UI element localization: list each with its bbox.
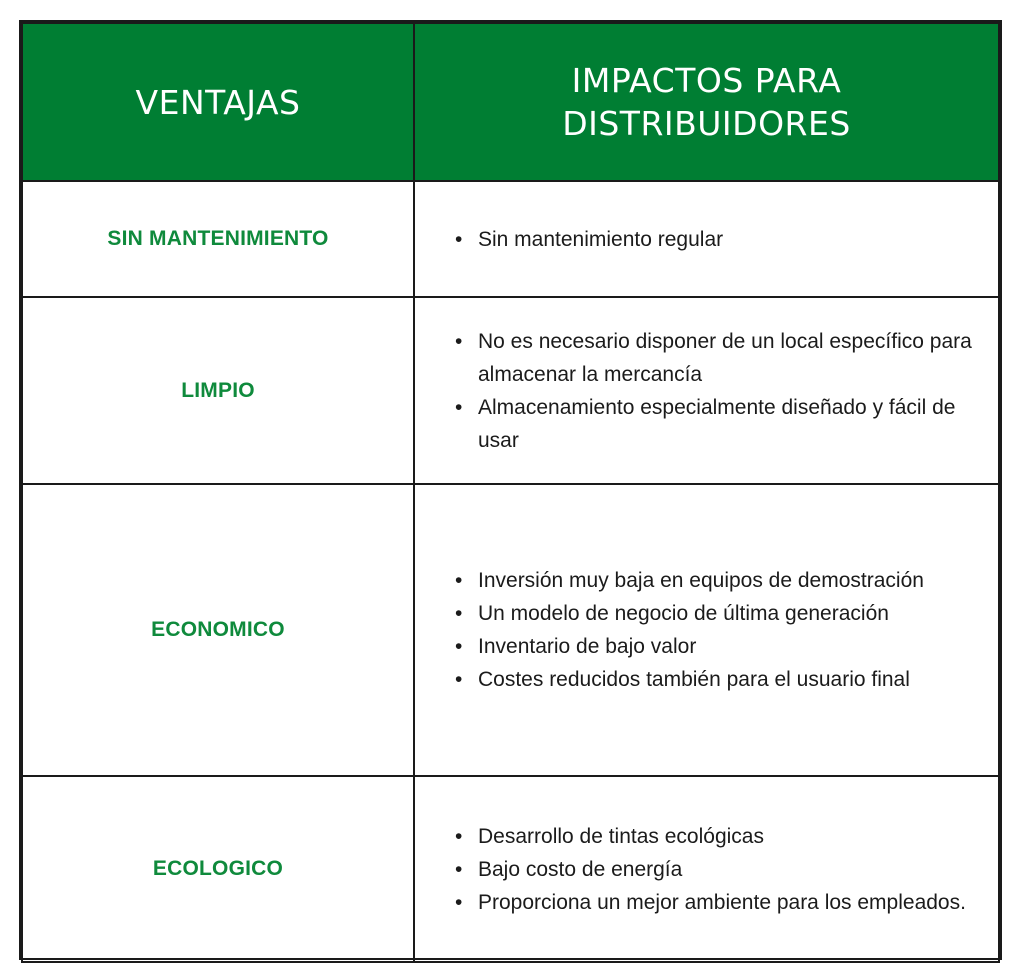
table-row: [22, 181, 999, 297]
header-ventajas: [22, 23, 414, 181]
impacts-cell: [414, 181, 999, 297]
header-impactos-line-1: IMPACTOS PARA: [571, 61, 842, 100]
advantage-cell: SIN MANTENIMIENTO: [22, 181, 414, 297]
list-item: • Bajo costo de energía: [455, 853, 990, 886]
advantage-cell: LIMPIO: [22, 297, 414, 484]
impact-list: [455, 223, 990, 256]
list-item: • No es necesario disponer de un local específico para almacenar la mercancía: [455, 325, 990, 391]
list-item: • Proporciona un mejor ambiente para los empleados.: [455, 886, 990, 919]
impact-list: [455, 820, 990, 919]
table-row: [22, 484, 999, 776]
list-item: • Desarrollo de tintas ecológicas: [455, 820, 990, 853]
impacts-cell: [414, 484, 999, 776]
header-impactos-line-2: DISTRIBUIDORES: [562, 104, 851, 143]
list-item: • Costes reducidos también para el usuario final: [455, 663, 990, 696]
impact-list: [455, 325, 990, 457]
impact-list: [455, 564, 990, 696]
table-header-row: [22, 23, 999, 181]
list-item: • Un modelo de negocio de última generación: [455, 597, 990, 630]
advantages-impacts-table: [21, 22, 1000, 963]
header-impactos: [414, 23, 999, 181]
advantage-cell: ECOLOGICO: [22, 776, 414, 962]
table-row: [22, 297, 999, 484]
list-item: • Inversión muy baja en equipos de demostración: [455, 564, 990, 597]
header-ventajas-line: VENTAJAS: [135, 82, 301, 122]
impacts-cell: [414, 297, 999, 484]
table-row: [22, 776, 999, 962]
advantage-cell: ECONOMICO: [22, 484, 414, 776]
list-item: • Inventario de bajo valor: [455, 630, 990, 663]
list-item: • Sin mantenimiento regular: [455, 223, 990, 256]
list-item: • Almacenamiento especialmente diseñado y fácil de usar: [455, 391, 990, 457]
comparison-table-container: [19, 20, 1002, 960]
impacts-cell: [414, 776, 999, 962]
